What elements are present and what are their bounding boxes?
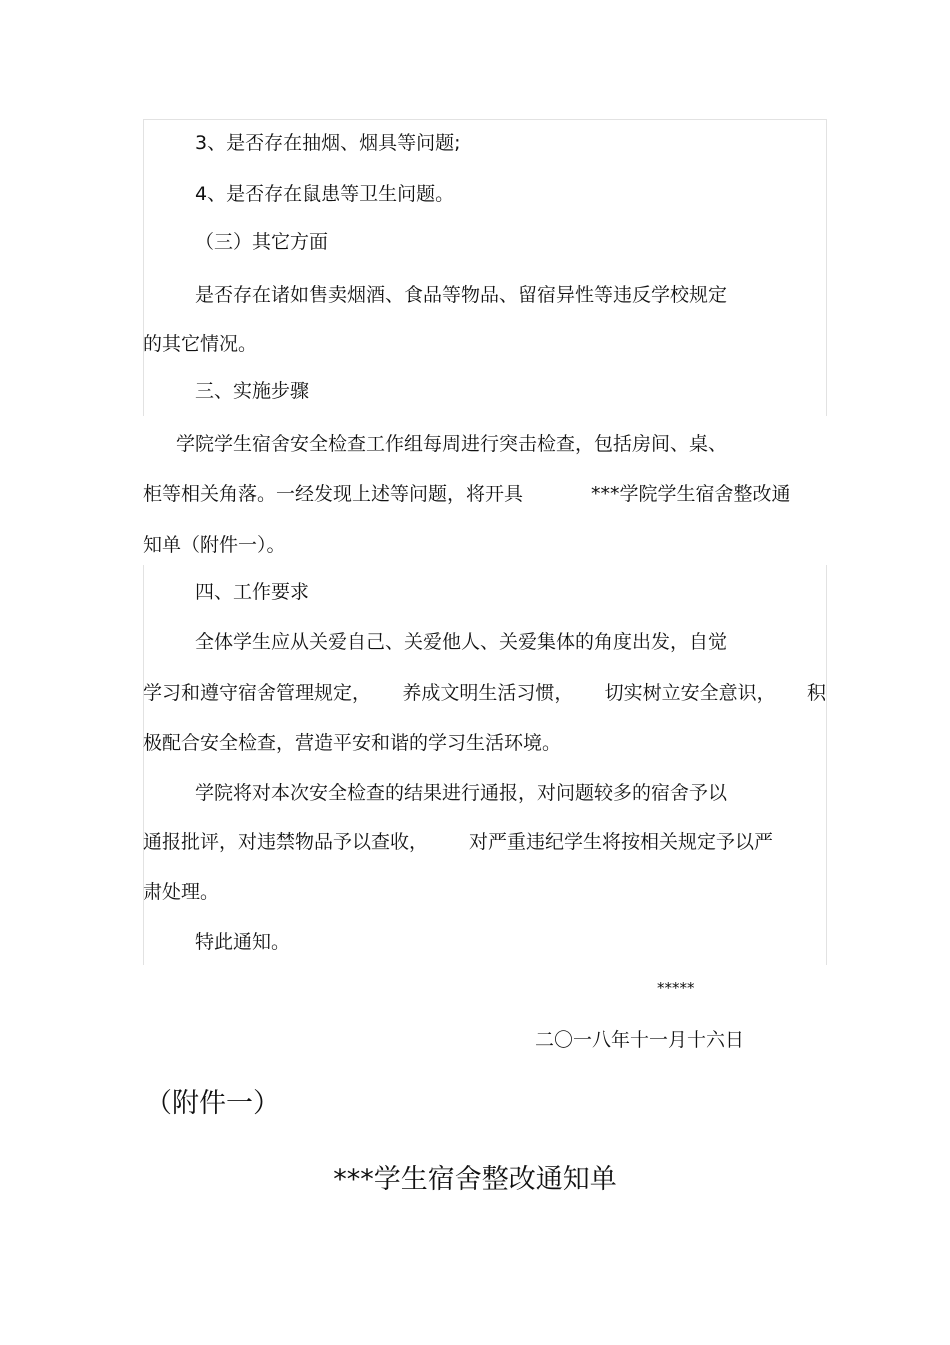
other-paragraph-line-2: 的其它情况。 <box>143 333 258 355</box>
section-other-heading: （三）其它方面 <box>195 231 329 253</box>
item-4: 4、是否存在鼠患等卫生问题。 <box>195 183 455 205</box>
requirements-line-2-part-4: 积 <box>806 682 826 704</box>
other-paragraph-line-1: 是否存在诸如售卖烟酒、食品等物品、留宿异性等违反学校规定 <box>195 284 728 306</box>
signature-org: ***** <box>657 979 695 997</box>
requirements-line-2-part-1: 学习和遵守宿舍管理规定， <box>143 682 372 704</box>
item-3: 3、是否存在抽烟、烟具等问题; <box>195 132 461 154</box>
requirements-line-1: 全体学生应从关爱自己、关爱他人、关爱集体的角度出发，自觉 <box>195 631 728 653</box>
steps-heading: 三、实施步骤 <box>195 380 310 402</box>
notice-line-3: 肃处理。 <box>143 881 220 903</box>
annex-title: ***学生宿舍整改通知单 <box>333 1164 617 1195</box>
requirements-line-3: 极配合安全检查，营造平安和谐的学习生活环境。 <box>143 732 562 754</box>
page-frame-right-1 <box>826 119 827 416</box>
signature-date: 二〇一八年十一月十六日 <box>535 1029 745 1051</box>
steps-paragraph-line-2b: ***学院学生宿舍整改通 <box>591 483 791 505</box>
notice-line-2b: 对严重违纪学生将按相关规定予以严 <box>469 831 774 853</box>
closing-line: 特此通知。 <box>195 931 291 953</box>
page-frame-right-2 <box>826 565 827 965</box>
page-frame-top <box>143 119 827 120</box>
page-frame-left-1 <box>143 119 144 416</box>
page-frame-left-2 <box>143 565 144 965</box>
steps-paragraph-line-3: 知单（附件一）。 <box>143 534 286 556</box>
requirements-line-2-part-3: 切实树立安全意识， <box>604 682 776 704</box>
notice-line-2a: 通报批评，对违禁物品予以查收， <box>143 831 429 853</box>
notice-line-1: 学院将对本次安全检查的结果进行通报，对问题较多的宿舍予以 <box>195 782 728 804</box>
steps-paragraph-line-2a: 柜等相关角落。一经发现上述等问题，将开具 <box>143 483 524 505</box>
annex-label: （附件一） <box>145 1088 280 1119</box>
requirements-line-2 <box>143 681 826 705</box>
requirements-heading: 四、工作要求 <box>195 581 310 603</box>
requirements-line-2-part-2: 养成文明生活习惯， <box>402 682 574 704</box>
steps-paragraph-line-1: 学院学生宿舍安全检查工作组每周进行突击检查，包括房间、桌、 <box>176 433 728 455</box>
